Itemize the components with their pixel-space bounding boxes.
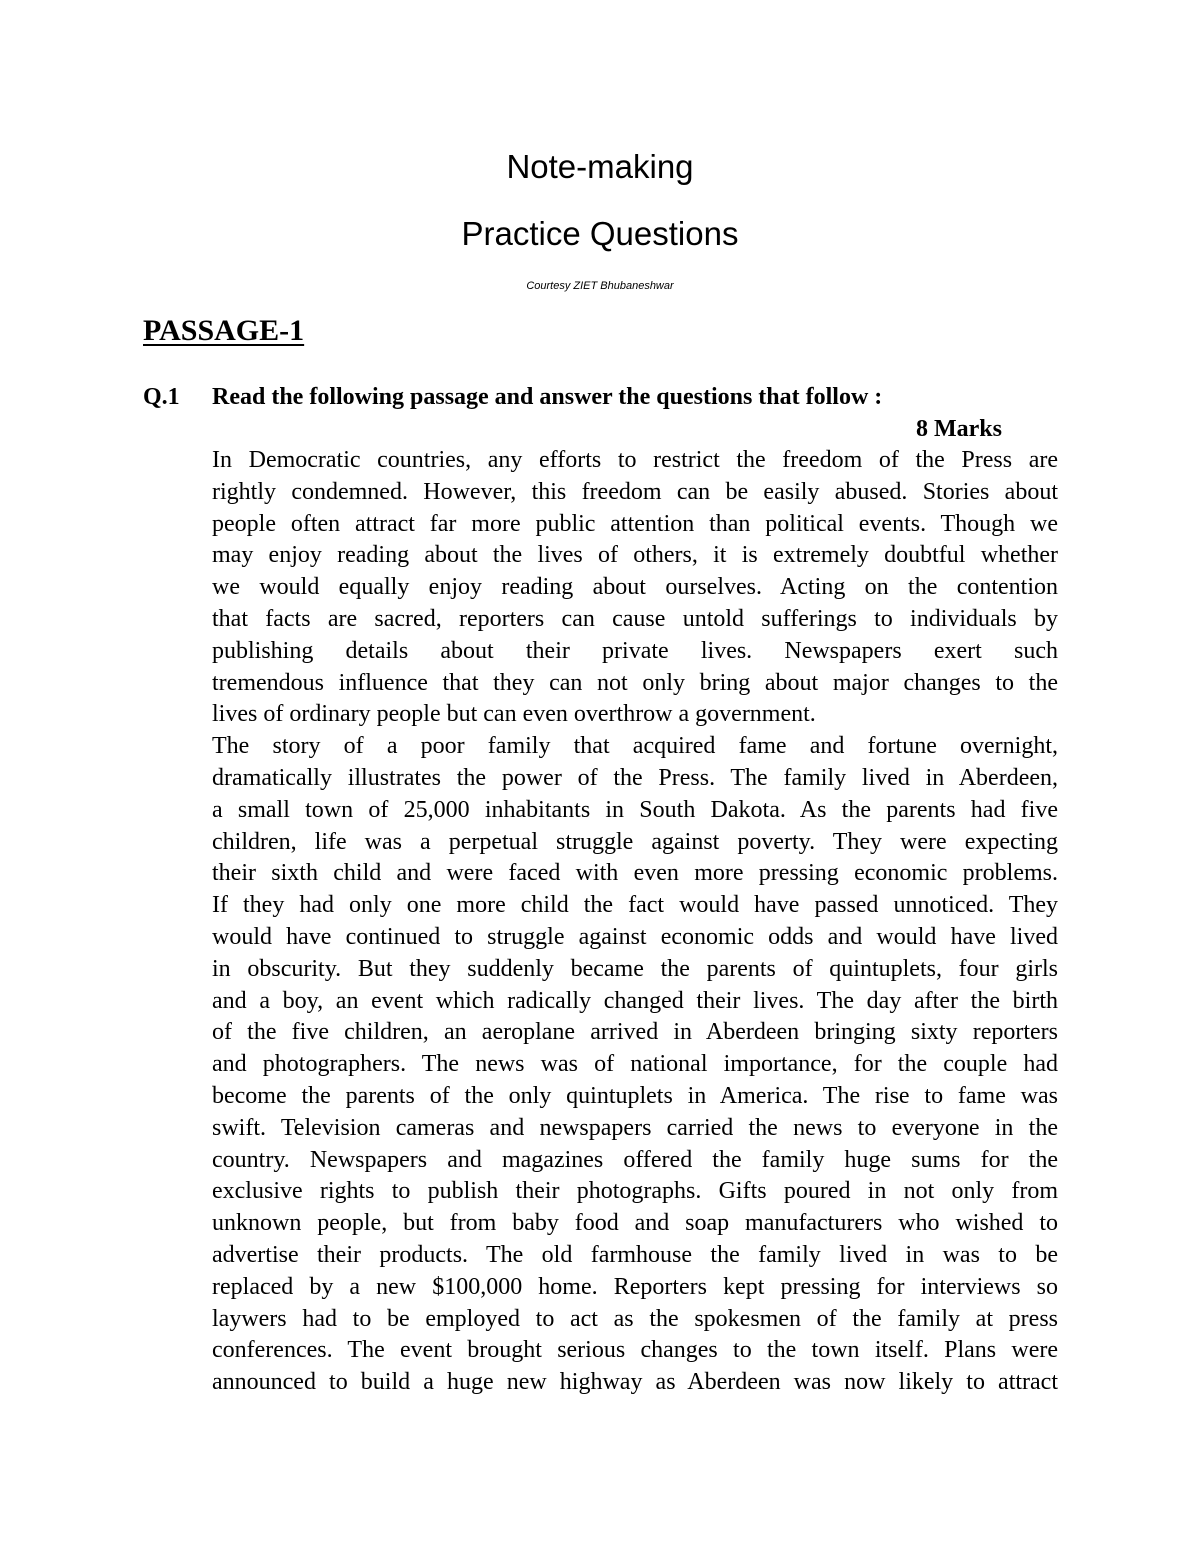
passage-text bbox=[212, 445, 1058, 1399]
passage-line: In Democratic countries, any efforts to restrict the freedom of the Press are bbox=[212, 447, 1058, 473]
courtesy-note: Courtesy ZIET Bhubaneshwar bbox=[526, 280, 674, 292]
passage-line: The story of a poor family that acquired fame and fortune overnight, bbox=[212, 733, 1058, 760]
passage-line: replaced by a new $100,000 home. Reporters kept pressing for interviews so bbox=[212, 1273, 1058, 1300]
passage-line: conferences. The event brought serious changes to the town itself. Plans were bbox=[212, 1337, 1058, 1364]
passage-line: rightly condemned. However, this freedom can be easily abused. Stories about bbox=[212, 478, 1058, 505]
passage-line: dramatically illustrates the power of the Press. The family lived in Aberdeen, bbox=[212, 764, 1058, 791]
passage-line: publishing details about their private lives. Newspapers exert such bbox=[212, 637, 1058, 664]
passage-line: become the parents of the only quintuplets in America. The rise to fame was bbox=[212, 1082, 1058, 1109]
document-subtitle: Practice Questions bbox=[461, 215, 739, 252]
passage-line: and photographers. The news was of national importance, for the couple had bbox=[212, 1051, 1058, 1078]
passage-heading: PASSAGE-1 bbox=[143, 314, 305, 347]
passage-line: of the five children, an aeroplane arrived in Aberdeen bringing sixty reporters bbox=[212, 1019, 1058, 1046]
passage-line: we would equally enjoy reading about ourselves. Acting on the contention bbox=[212, 574, 1058, 601]
passage-line: lives of ordinary people but can even overthrow a government. bbox=[212, 701, 816, 728]
passage-line: tremendous influence that they can not only bring about major changes to the bbox=[212, 669, 1058, 696]
passage-line: laywers had to be employed to act as the spokesmen of the family at press bbox=[212, 1305, 1058, 1332]
passage-line: in obscurity. But they suddenly became the parents of quintuplets, four girls bbox=[212, 955, 1058, 982]
passage-line: and a boy, an event which radically changed their lives. The day after the birth bbox=[212, 987, 1058, 1014]
document-title: Note-making bbox=[506, 148, 694, 185]
question-instruction: Read the following passage and answer the questions that follow : bbox=[212, 384, 883, 410]
question-number: Q.1 bbox=[143, 384, 180, 410]
question-marks: 8 Marks bbox=[916, 416, 1002, 442]
passage-line: unknown people, but from baby food and soap manufacturers who wished to bbox=[212, 1210, 1058, 1237]
passage-line: advertise their products. The old farmhouse the family lived in was to be bbox=[212, 1241, 1058, 1268]
passage-line: may enjoy reading about the lives of others, it is extremely doubtful whether bbox=[212, 542, 1058, 569]
passage-line: swift. Television cameras and newspapers carried the news to everyone in the bbox=[212, 1114, 1058, 1141]
passage-line: their sixth child and were faced with even more pressing economic problems. bbox=[212, 860, 1058, 887]
passage-line: children, life was a perpetual struggle against poverty. They were expecting bbox=[212, 828, 1058, 855]
passage-line: country. Newspapers and magazines offered the family huge sums for the bbox=[212, 1146, 1058, 1173]
passage-line: exclusive rights to publish their photographs. Gifts poured in not only from bbox=[212, 1178, 1058, 1205]
passage-line: people often attract far more public attention than political events. Though we bbox=[212, 510, 1058, 537]
passage-line: that facts are sacred, reporters can cause untold sufferings to individuals by bbox=[212, 605, 1058, 632]
passage-line: announced to build a huge new highway as Aberdeen was now likely to attract bbox=[212, 1369, 1058, 1396]
passage-line: would have continued to struggle against economic odds and would have lived bbox=[212, 923, 1058, 950]
passage-line: If they had only one more child the fact would have passed unnoticed. They bbox=[212, 892, 1058, 919]
passage-line: a small town of 25,000 inhabitants in South Dakota. As the parents had five bbox=[212, 796, 1058, 823]
